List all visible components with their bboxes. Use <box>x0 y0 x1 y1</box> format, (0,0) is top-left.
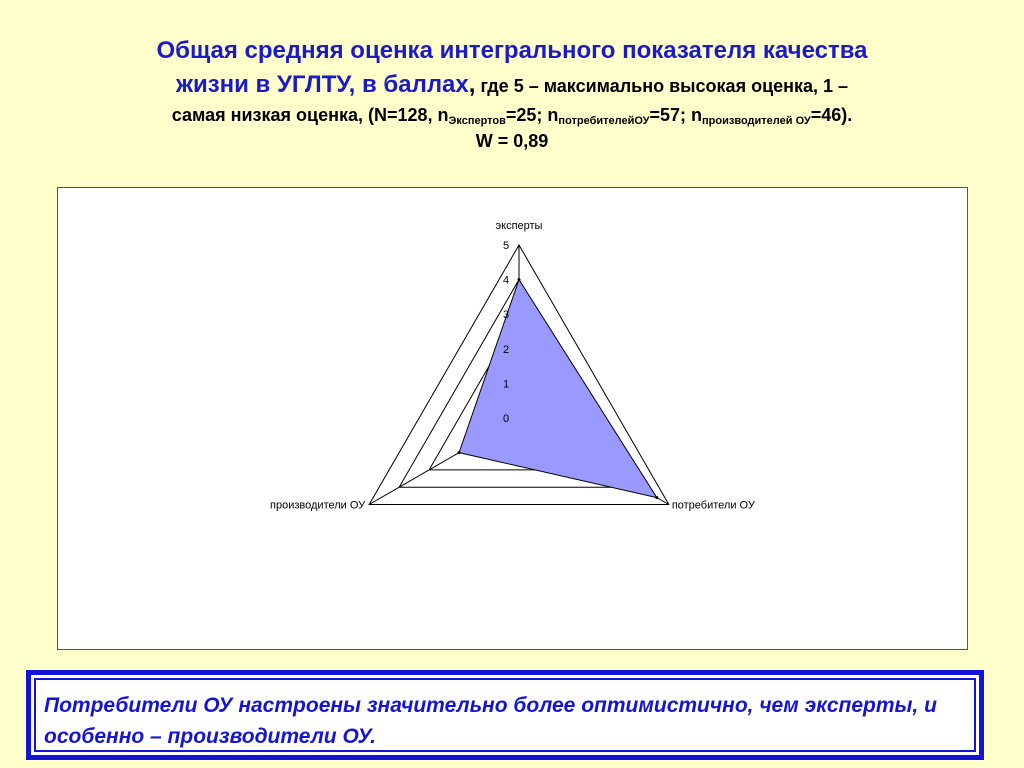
axis-label-producers: производители ОУ <box>270 499 366 512</box>
title-line-2 <box>0 68 1024 102</box>
axis-label-consumers: потребители ОУ <box>671 499 755 512</box>
title-line-2-scale: где 5 – максимально высокая оценка, 1 – <box>475 76 849 96</box>
conclusion-box <box>26 670 984 760</box>
series-1-point-2 <box>655 496 658 499</box>
scale-tick-0: 0 <box>502 413 510 425</box>
scale-tick-4: 4 <box>502 274 510 287</box>
title-sub-producers: производителей ОУ <box>702 115 811 127</box>
series-1-point-3 <box>458 451 461 454</box>
radar-chart <box>58 188 969 651</box>
title-sub-experts: Экспертов <box>448 115 506 127</box>
series-1-point-1 <box>518 278 521 281</box>
title-line-3 <box>0 102 1024 128</box>
axis-label-experts: эксперты <box>495 220 543 232</box>
scale-tick-1: 1 <box>502 378 510 391</box>
title-sub-consumers: потребителейОУ <box>558 115 650 127</box>
title-line-2-main: жизни в УГЛТУ, в баллах <box>175 71 469 98</box>
title-n-consumers: =57; n <box>649 105 703 125</box>
title-n-experts: =25; n <box>505 105 559 125</box>
title-line-2-comma: , <box>468 71 476 98</box>
title-sample-n: самая низкая оценка, (N=128, n <box>171 105 449 125</box>
radar-chart-area <box>57 187 968 650</box>
slide-title <box>0 34 1024 154</box>
title-n-producers: =46). <box>810 105 853 125</box>
scale-tick-3: 3 <box>502 309 510 322</box>
title-line-1: Общая средняя оценка интегрального показателя качества <box>156 37 868 64</box>
conclusion-text: Потребители ОУ настроены значительно более оптимистично, чем эксперты, и особенно – производители ОУ. <box>34 678 976 752</box>
scale-tick-5: 5 <box>502 240 510 252</box>
title-line-4: W = 0,89 <box>475 131 549 151</box>
scale-tick-2: 2 <box>502 343 510 356</box>
